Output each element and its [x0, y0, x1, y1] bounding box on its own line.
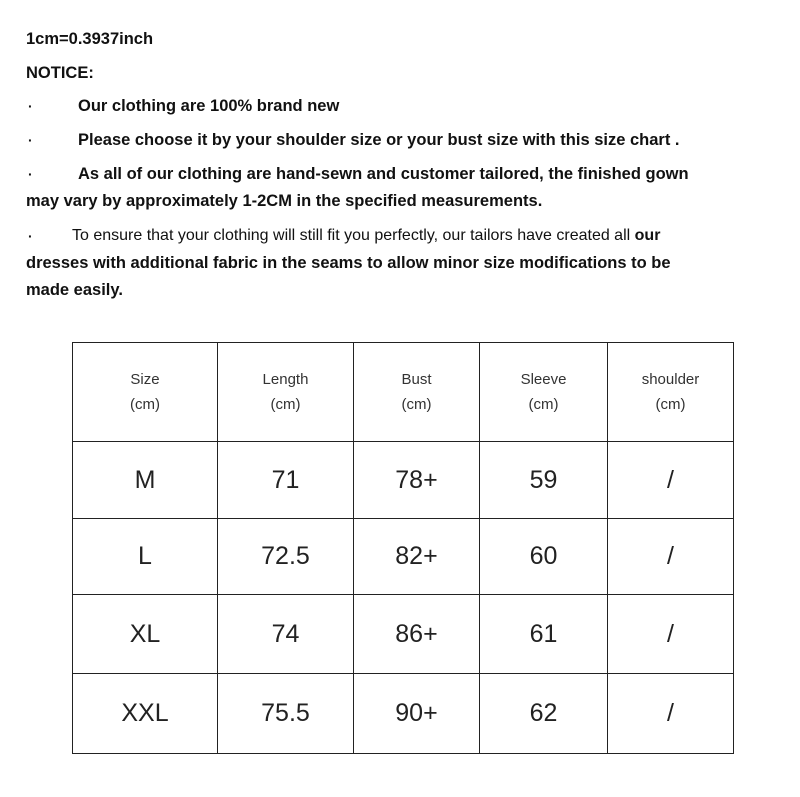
cell-size: L — [73, 519, 218, 595]
cell-shoulder: / — [608, 519, 734, 595]
bullet-dot: · — [28, 166, 33, 182]
notice-item-4-line-3: made easily. — [26, 281, 123, 299]
bullet-dot: · — [28, 98, 33, 114]
cell-sleeve: 62 — [480, 674, 608, 754]
header-unit: (cm) — [401, 396, 432, 413]
notice-heading: NOTICE: — [26, 64, 94, 82]
notice-item-4-line-1 — [72, 226, 660, 246]
cell-shoulder: / — [608, 595, 734, 674]
cell-bust: 90+ — [354, 674, 480, 754]
header-cell-length — [218, 343, 354, 442]
header-unit: (cm) — [130, 396, 160, 413]
notice-item-3-line-2: may vary by approximately 1-2CM in the specified measurements. — [26, 192, 543, 210]
header-label: Bust — [401, 371, 432, 388]
size-chart-table — [72, 342, 734, 754]
header-label: shoulder — [641, 371, 700, 388]
header-unit: (cm) — [270, 396, 301, 413]
cell-shoulder: / — [608, 442, 734, 519]
header-label: Sleeve — [520, 371, 567, 388]
unit-conversion: 1cm=0.3937inch — [26, 30, 154, 48]
cell-sleeve: 59 — [480, 442, 608, 519]
cell-size: XL — [73, 595, 218, 674]
table-row — [73, 595, 734, 674]
cell-bust: 82+ — [354, 519, 480, 595]
header-cell-shoulder — [608, 343, 734, 442]
cell-shoulder: / — [608, 674, 734, 754]
bullet-dot: · — [28, 228, 33, 244]
header-cell-sleeve — [480, 343, 608, 442]
cell-size: XXL — [73, 674, 218, 754]
notice-item-4-light-text: To ensure that your clothing will still fit you perfectly, our tailors have created all — [72, 227, 631, 244]
table-header-row — [73, 343, 734, 442]
table-row — [73, 442, 734, 519]
header-unit: (cm) — [528, 396, 559, 413]
cell-bust: 78+ — [354, 442, 480, 519]
cell-length: 74 — [218, 595, 354, 674]
cell-length: 75.5 — [218, 674, 354, 754]
header-cell-bust — [354, 343, 480, 442]
notice-item-3-line-1: As all of our clothing are hand-sewn and customer tailored, the finished gown — [78, 165, 689, 183]
notice-item-4-bold-word: our — [634, 227, 661, 244]
table-row — [73, 674, 734, 754]
table-row — [73, 519, 734, 595]
cell-length: 71 — [218, 442, 354, 519]
bullet-dot: · — [28, 132, 33, 148]
header-label: Length — [262, 371, 309, 388]
header-cell-size — [73, 343, 218, 442]
cell-sleeve: 61 — [480, 595, 608, 674]
notice-item-4-line-2: dresses with additional fabric in the seams to allow minor size modifications to be — [26, 254, 671, 272]
cell-size: M — [73, 442, 218, 519]
notice-item-2: Please choose it by your shoulder size or your bust size with this size chart . — [78, 131, 680, 149]
cell-bust: 86+ — [354, 595, 480, 674]
header-label: Size — [130, 371, 160, 388]
cell-sleeve: 60 — [480, 519, 608, 595]
header-unit: (cm) — [655, 396, 686, 413]
notice-item-1: Our clothing are 100% brand new — [78, 97, 340, 115]
cell-length: 72.5 — [218, 519, 354, 595]
